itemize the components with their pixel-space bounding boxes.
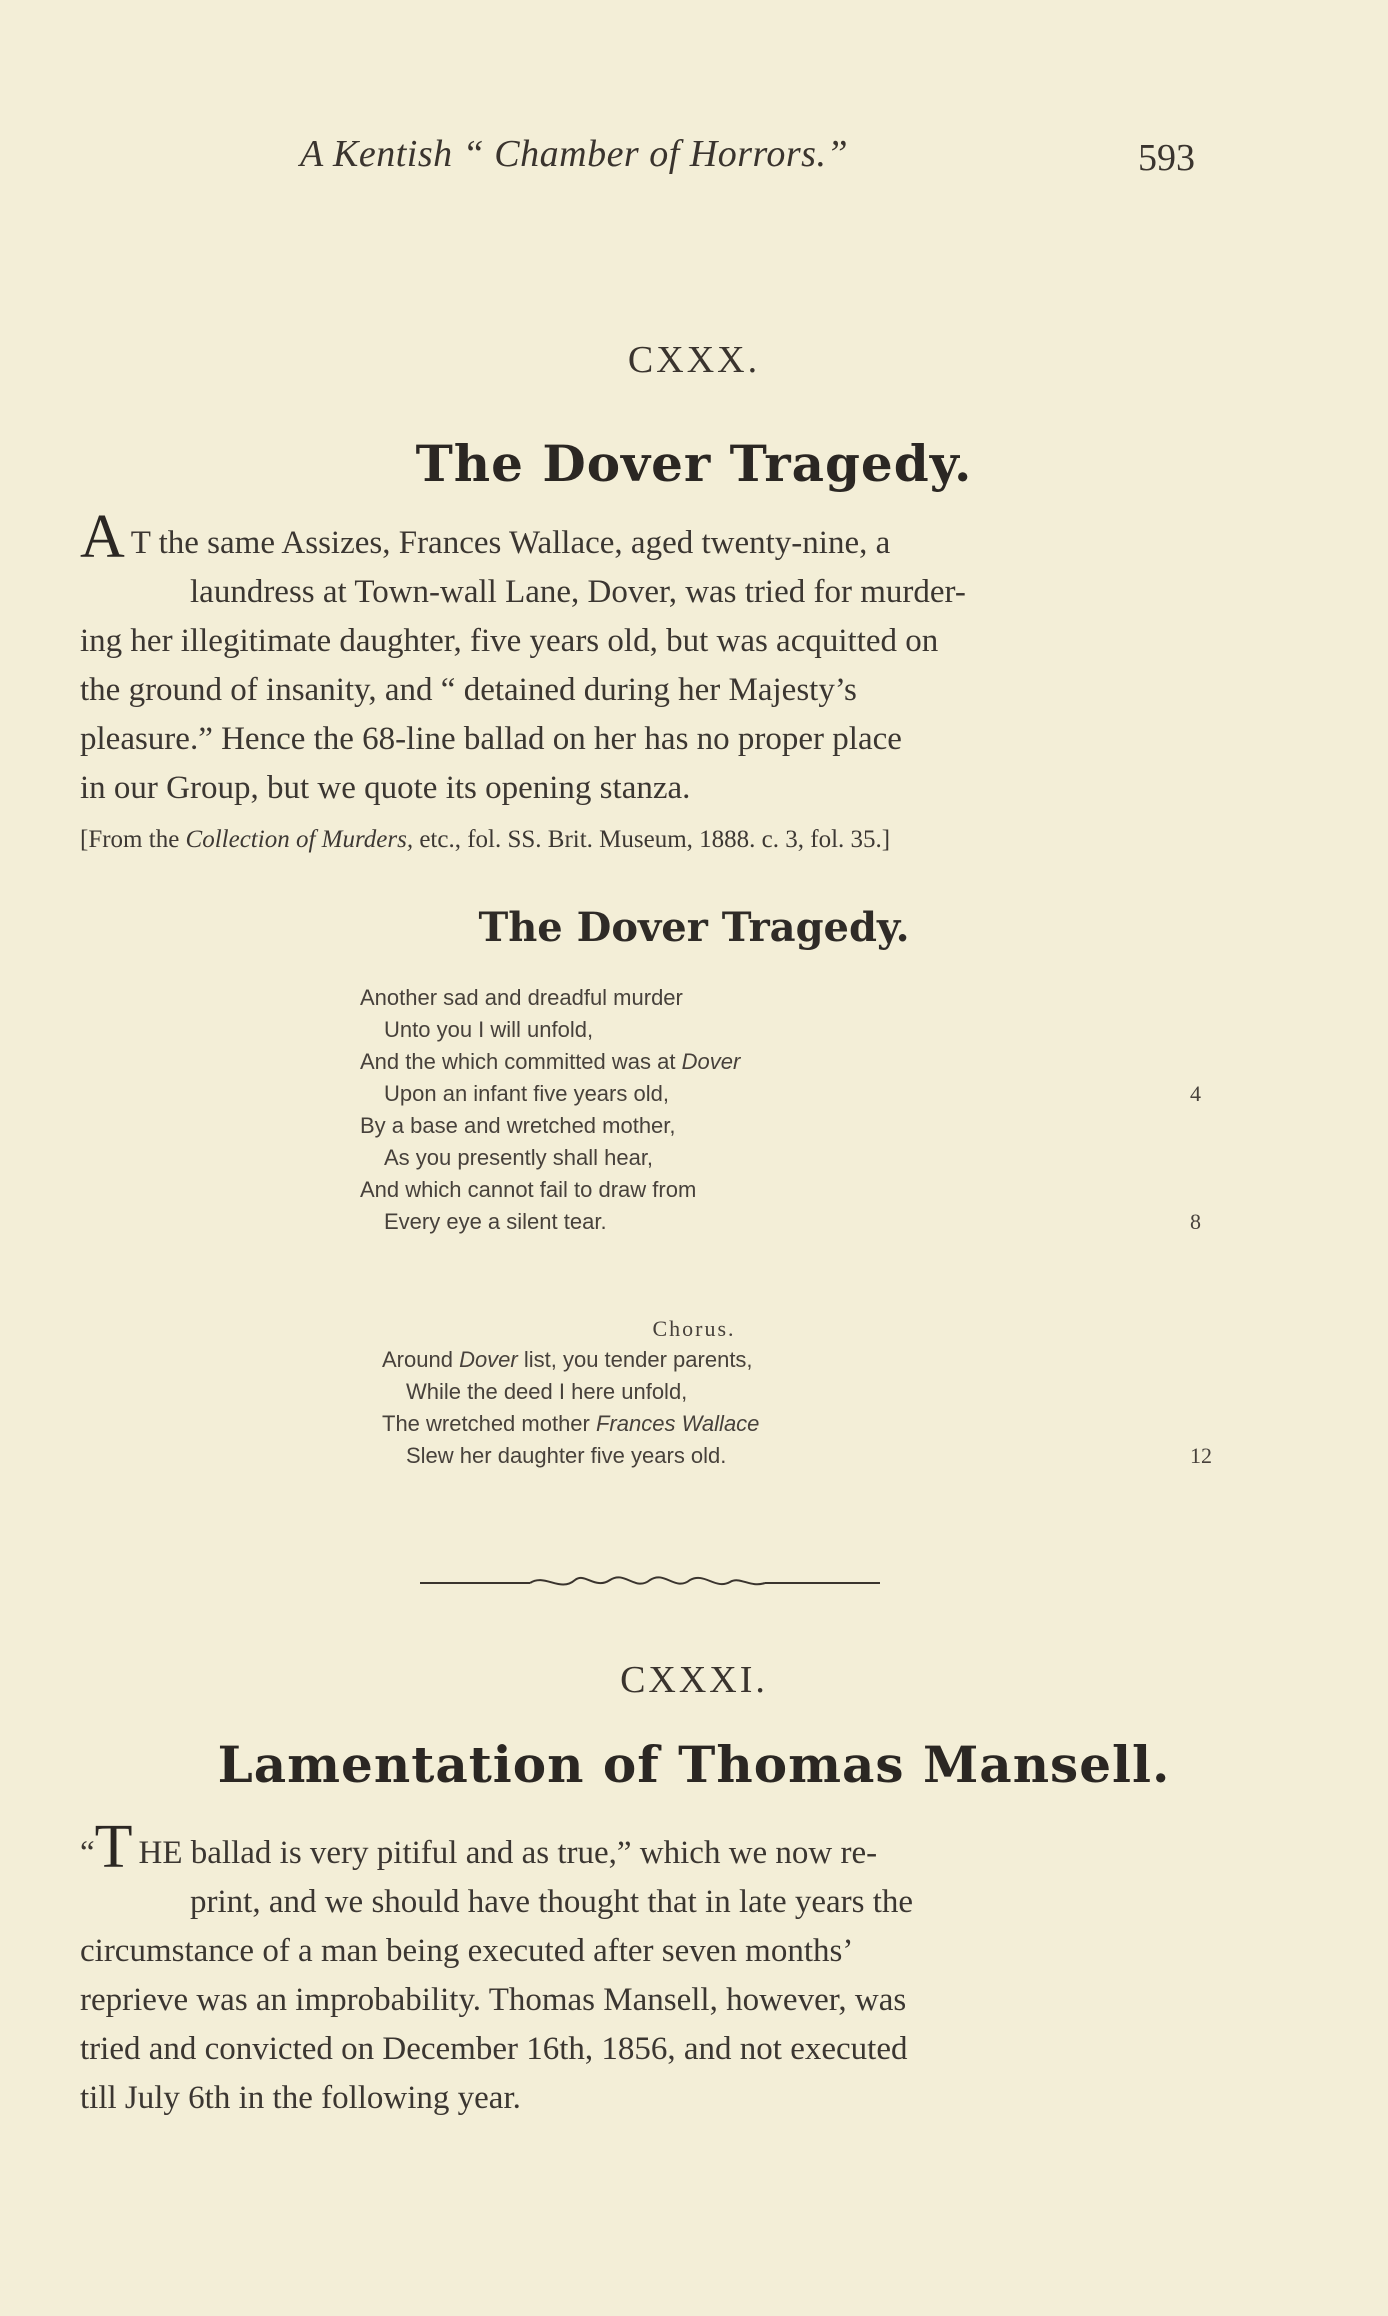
ornament-divider-icon bbox=[420, 1568, 880, 1598]
paragraph-line: pleasure.” Hence the 68-line ballad on her has no proper place bbox=[80, 721, 902, 757]
running-title-prefix: A Kentish bbox=[300, 133, 453, 175]
section-title-lamentation: Lamentation of Thomas Mansell. bbox=[217, 1735, 1171, 1794]
verse-line: Every eye a silent tear. 8 bbox=[360, 1206, 1220, 1238]
verse-line: Another sad and dreadful murder bbox=[360, 985, 683, 1010]
verse-line: By a base and wretched mother, bbox=[360, 1113, 676, 1138]
intro-paragraph-cxxxi bbox=[80, 1813, 1210, 2123]
intro-paragraph-cxxx bbox=[80, 503, 1210, 813]
verse-line: Unto you I will unfold, bbox=[384, 1017, 594, 1042]
verse-line: Upon an infant five years old, 4 bbox=[360, 1078, 1220, 1110]
line-number: 12 bbox=[1190, 1443, 1212, 1468]
drop-cap: A bbox=[80, 503, 125, 571]
verse-line: Slew her daughter five years old. 12 bbox=[382, 1440, 1222, 1472]
running-head bbox=[0, 128, 1388, 188]
paragraph-line: in our Group, but we quote its opening stanza. bbox=[80, 770, 691, 806]
page-number: 593 bbox=[1138, 137, 1195, 179]
verse-line: And the which committed was at Dover bbox=[360, 1049, 741, 1074]
paragraph-line: circumstance of a man being executed after seven months’ bbox=[80, 1933, 854, 1969]
paragraph-line: tried and convicted on December 16th, 1856, and not executed bbox=[80, 2031, 908, 2067]
chorus-stanza bbox=[382, 1344, 1222, 1472]
first-line-text: T the same Assizes, Frances Wallace, aged twenty-nine, a bbox=[130, 525, 891, 561]
verse-line: As you presently shall hear, bbox=[384, 1145, 654, 1170]
source-italic: Collection of Murders, bbox=[185, 826, 414, 853]
paragraph-line: till July 6th in the following year. bbox=[80, 2080, 521, 2116]
source-citation bbox=[80, 826, 1230, 854]
paragraph-line: print, and we should have thought that in late years the bbox=[190, 1884, 914, 1920]
paragraph-line: the ground of insanity, and “ detained during her Majesty’s bbox=[80, 672, 857, 708]
section-number-cxxxi: CXXXI. bbox=[620, 1659, 768, 1701]
section-title-dover-tragedy: The Dover Tragedy. bbox=[415, 434, 973, 493]
ballad-title: The Dover Tragedy. bbox=[478, 904, 910, 951]
first-line bbox=[80, 503, 1210, 571]
verse-line: Around Dover list, you tender parents, bbox=[382, 1347, 753, 1372]
paragraph-line: laundress at Town-wall Lane, Dover, was tried for murder- bbox=[190, 574, 966, 610]
opening-quote: “ bbox=[80, 1835, 95, 1871]
line-number: 4 bbox=[1190, 1081, 1201, 1106]
first-line bbox=[80, 1813, 1210, 1881]
ballad-stanza bbox=[360, 982, 1220, 1238]
verse-line: And which cannot fail to draw from bbox=[360, 1177, 697, 1202]
source-prefix: [From the bbox=[80, 826, 186, 853]
running-title bbox=[300, 132, 848, 176]
verse-line: While the deed I here unfold, bbox=[406, 1379, 688, 1404]
verse-line: The wretched mother Frances Wallace bbox=[382, 1411, 760, 1436]
paragraph-line: ing her illegitimate daughter, five years old, but was acquitted on bbox=[80, 623, 939, 659]
paragraph-line: reprieve was an improbability. Thomas Mansell, however, was bbox=[80, 1982, 907, 2018]
running-title-quoted: “ Chamber of Horrors.” bbox=[462, 133, 849, 175]
first-line-text: HE ballad is very pitiful and as true,” which we now re- bbox=[138, 1835, 878, 1871]
chorus-label: Chorus. bbox=[652, 1316, 736, 1341]
drop-cap: T bbox=[94, 1813, 133, 1881]
line-number: 8 bbox=[1190, 1209, 1201, 1234]
section-number-cxxx: CXXX. bbox=[627, 339, 761, 381]
source-suffix: etc., fol. SS. Brit. Museum, 1888. c. 3, fol. 35.] bbox=[413, 826, 891, 853]
